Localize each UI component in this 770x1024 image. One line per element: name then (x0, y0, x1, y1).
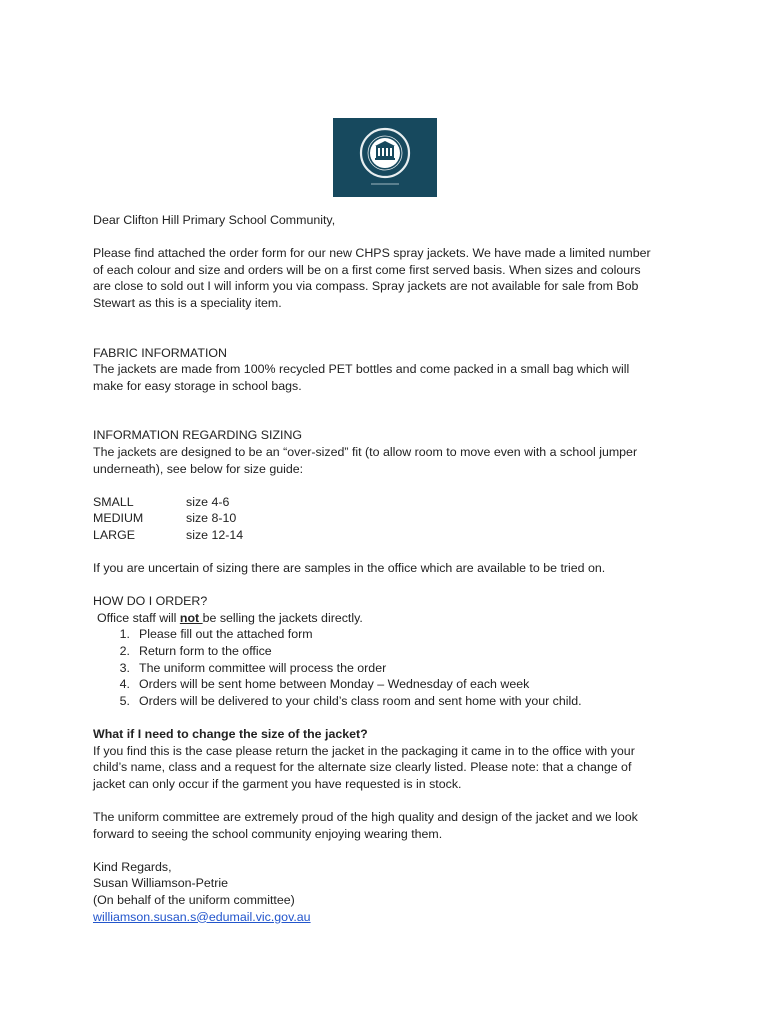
fabric-line: make for easy storage in school bags. (93, 378, 302, 393)
signer-name: Susan Williamson-Petrie (93, 876, 228, 891)
list-item (93, 626, 693, 643)
school-logo (333, 118, 437, 197)
intro-line: of each colour and size and orders will be on a first come first served basis. When sizes and colours (93, 262, 641, 277)
order-steps (93, 626, 693, 709)
intro-line: are close to sold out I will inform you via compass. Spray jackets are not available for sale from Bob (93, 279, 639, 294)
letter-body (93, 212, 693, 925)
signer-role: (On behalf of the uniform committee) (93, 892, 295, 907)
closing-line: forward to seeing the school community enjoying wearing them. (93, 826, 443, 841)
size-range: size 12-14 (186, 527, 244, 542)
sizing-heading: INFORMATION REGARDING SIZING (93, 428, 303, 443)
greeting: Dear Clifton Hill Primary School Community, (93, 213, 336, 227)
step-text: Orders will be sent home between Monday – Wednesday of each week (139, 677, 530, 692)
step-text: Return form to the office (139, 644, 272, 659)
school-crest-icon (333, 118, 437, 197)
step-number: 2. (119, 644, 130, 659)
change-line: jacket can only occur if the garment you have requested is in stock. (93, 776, 462, 791)
staff-note-text: be selling the jackets directly. (202, 610, 363, 625)
step-text: The uniform committee will process the order (139, 660, 387, 675)
step-text: Please fill out the attached form (139, 627, 313, 642)
size-range: size 8-10 (186, 511, 237, 526)
fabric-heading: FABRIC INFORMATION (93, 345, 228, 360)
list-item (93, 643, 693, 660)
intro-line: Please find attached the order form for our new CHPS spray jackets. We have made a limited number (93, 246, 651, 261)
sizing-line: underneath), see below for size guide: (93, 461, 304, 476)
order-staff-note (93, 610, 693, 627)
staff-note-emphasis: not (179, 610, 203, 625)
list-item (93, 676, 693, 693)
step-text: Orders will be delivered to your child’s class room and sent home with your child. (139, 693, 582, 708)
step-number: 1. (119, 627, 130, 642)
staff-note-text: Office staff will (97, 610, 180, 625)
step-number: 4. (119, 677, 130, 692)
step-number: 3. (119, 660, 130, 675)
size-label: LARGE (93, 527, 136, 542)
email-link[interactable]: williamson.susan.s@edumail.vic.gov.au (93, 909, 311, 924)
step-number: 5. (119, 693, 130, 708)
size-guide (93, 494, 693, 544)
sign-off: Kind Regards, (93, 859, 172, 874)
closing-line: The uniform committee are extremely proud of the high quality and design of the jacket and we look (93, 810, 638, 824)
list-item (93, 660, 693, 677)
size-label: MEDIUM (93, 511, 144, 526)
change-line: If you find this is the case please return the jacket in the packaging it came in to the office with your (93, 743, 635, 758)
list-item (93, 693, 693, 710)
sizing-note: If you are uncertain of sizing there are samples in the office which are available to be tried on. (93, 561, 606, 576)
fabric-line: The jackets are made from 100% recycled PET bottles and come packed in a small bag which will (93, 362, 630, 377)
size-label: SMALL (93, 494, 134, 509)
order-heading: HOW DO I ORDER? (93, 594, 208, 609)
size-range: size 4-6 (186, 494, 230, 509)
sizing-line: The jackets are designed to be an “over-sized” fit (to allow room to move even with a school jumper (93, 444, 638, 459)
intro-line: Stewart as this is a speciality item. (93, 295, 282, 310)
change-line: child’s name, class and a request for the alternate size clearly listed. Please note: that a change of (93, 760, 632, 775)
change-heading: What if I need to change the size of the jacket? (93, 727, 368, 742)
